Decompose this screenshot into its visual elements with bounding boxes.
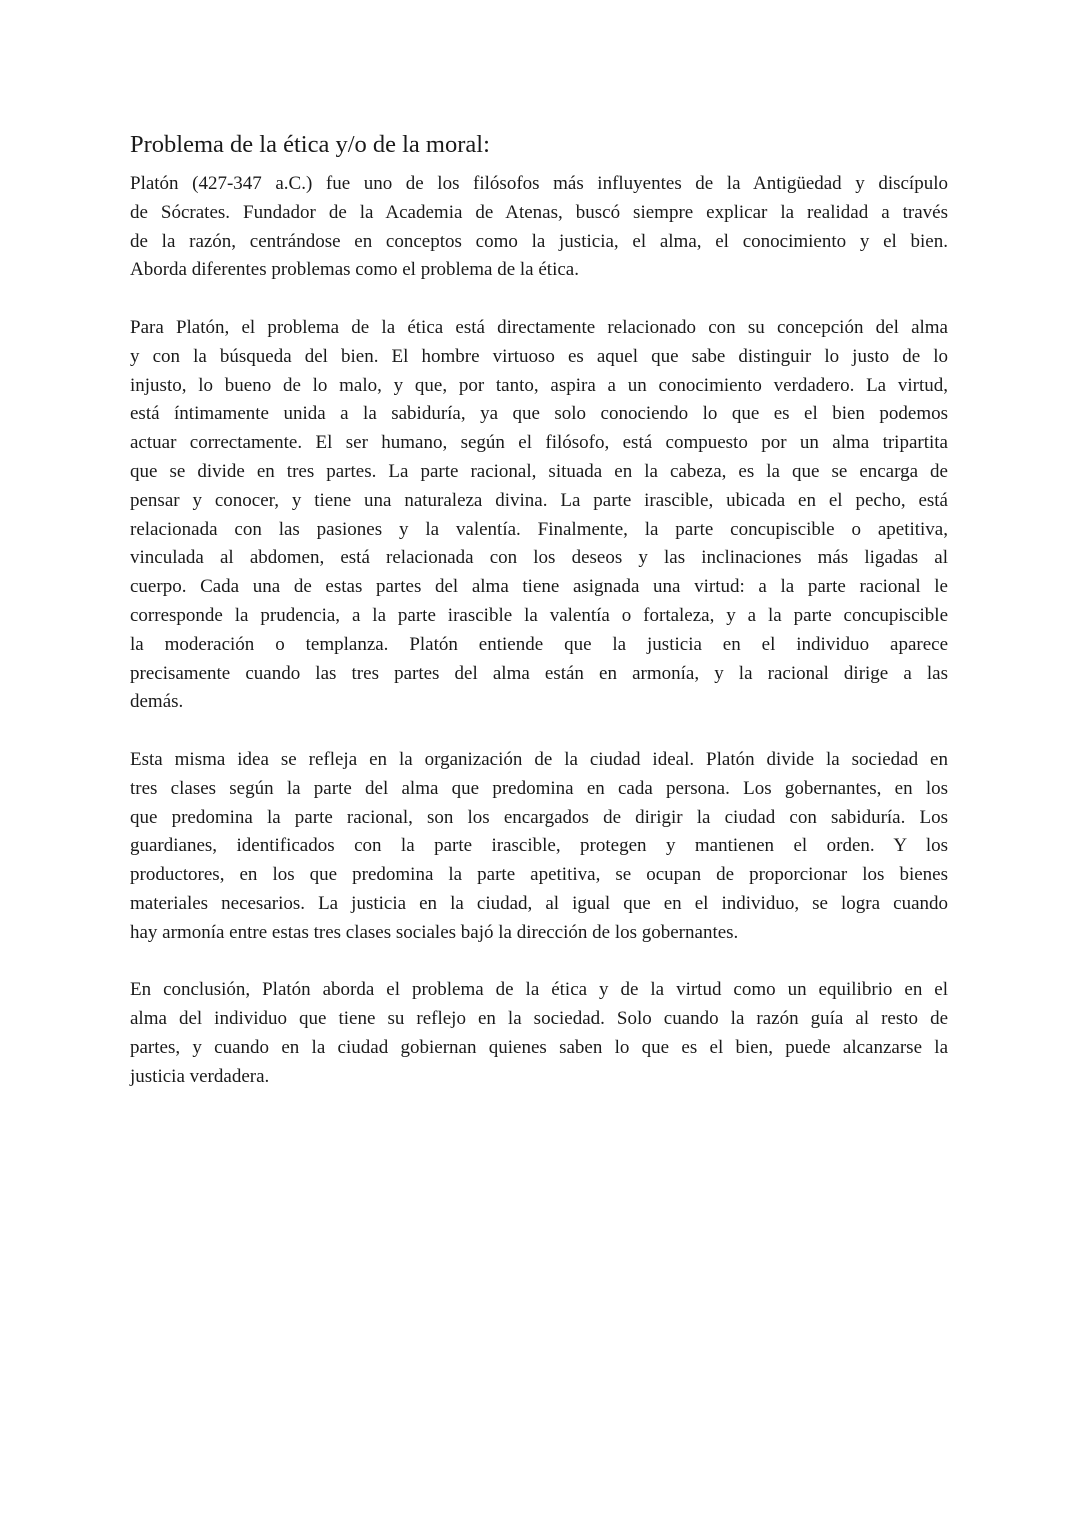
paragraph-line: alma del individuo que tiene su reflejo en la sociedad. Solo cuando la razón guía al resto de <box>130 1008 948 1030</box>
paragraph-line: injusto, lo bueno de lo malo, y que, por tanto, aspira a un conocimiento verdadero. La virtud, <box>130 374 948 396</box>
paragraph-line: que predomina la parte racional, son los encargados de dirigir la ciudad con sabiduría. Los <box>130 806 948 828</box>
paragraph <box>130 170 948 285</box>
paragraph-line: Platón (427-347 a.C.) fue uno de los filósofos más influyentes de la Antigüedad y discípulo <box>130 173 948 194</box>
paragraph-line: vinculada al abdomen, está relacionada con los deseos y las inclinaciones más ligadas al <box>130 547 948 569</box>
paragraph-line: Para Platón, el problema de la ética está directamente relacionado con su concepción del alma <box>130 316 948 338</box>
paragraph-line: demás. <box>130 691 184 713</box>
paragraph-line: Aborda diferentes problemas como el problema de la ética. <box>130 259 579 281</box>
document-body <box>130 170 948 1092</box>
paragraph <box>130 314 948 717</box>
paragraph-line: de la razón, centrándose en conceptos como la justicia, el alma, el conocimiento y el bien. <box>130 230 948 252</box>
paragraph-line: precisamente cuando las tres partes del alma están en armonía, y la racional dirige a las <box>130 662 948 684</box>
paragraph-line: y con la búsqueda del bien. El hombre virtuoso es aquel que sabe distinguir lo justo de lo <box>130 345 948 367</box>
paragraph-line: cuerpo. Cada una de estas partes del alma tiene asignada una virtud: a la parte racional le <box>130 576 948 598</box>
paragraph-line: Esta misma idea se refleja en la organización de la ciudad ideal. Platón divide la sociedad en <box>130 748 948 770</box>
paragraph-line: relacionada con las pasiones y la valentía. Finalmente, la parte concupiscible o apetitiva, <box>130 518 948 540</box>
paragraph-line: actuar correctamente. El ser humano, según el filósofo, está compuesto por un alma tripartita <box>130 432 948 454</box>
paragraph-line: partes, y cuando en la ciudad gobiernan quienes saben lo que es el bien, puede alcanzarse la <box>130 1036 948 1058</box>
paragraph-line: materiales necesarios. La justicia en la ciudad, al igual que en el individuo, se logra cuando <box>130 892 948 914</box>
paragraph <box>130 746 948 948</box>
paragraph-line: tres clases según la parte del alma que predomina en cada persona. Los gobernantes, en los <box>130 777 948 799</box>
paragraph-line: corresponde la prudencia, a la parte irascible la valentía o fortaleza, y a la parte concupiscible <box>130 604 948 626</box>
paragraph-line: hay armonía entre estas tres clases sociales bajó la dirección de los gobernantes. <box>130 921 739 943</box>
paragraph <box>130 976 948 1091</box>
document-title: Problema de la ética y/o de la moral: <box>130 131 490 158</box>
paragraph-line: de Sócrates. Fundador de la Academia de Atenas, buscó siempre explicar la realidad a través <box>130 201 948 223</box>
paragraph-line: En conclusión, Platón aborda el problema de la ética y de la virtud como un equilibrio en el <box>130 979 948 1001</box>
paragraph-line: guardianes, identificados con la parte irascible, protegen y mantienen el orden. Y los <box>130 835 948 857</box>
paragraph-line: la moderación o templanza. Platón entiende que la justicia en el individuo aparece <box>130 633 948 655</box>
document-page <box>130 128 948 1120</box>
paragraph-line: justicia verdadera. <box>130 1065 270 1087</box>
paragraph-line: pensar y conocer, y tiene una naturaleza divina. La parte irascible, ubicada en el pecho, está <box>130 489 948 511</box>
paragraph-line: productores, en los que predomina la parte apetitiva, se ocupan de proporcionar los bienes <box>130 864 948 886</box>
paragraph-line: está íntimamente unida a la sabiduría, ya que solo conociendo lo que es el bien podemos <box>130 403 948 425</box>
paragraph-line: que se divide en tres partes. La parte racional, situada en la cabeza, es la que se encarga de <box>130 460 948 482</box>
